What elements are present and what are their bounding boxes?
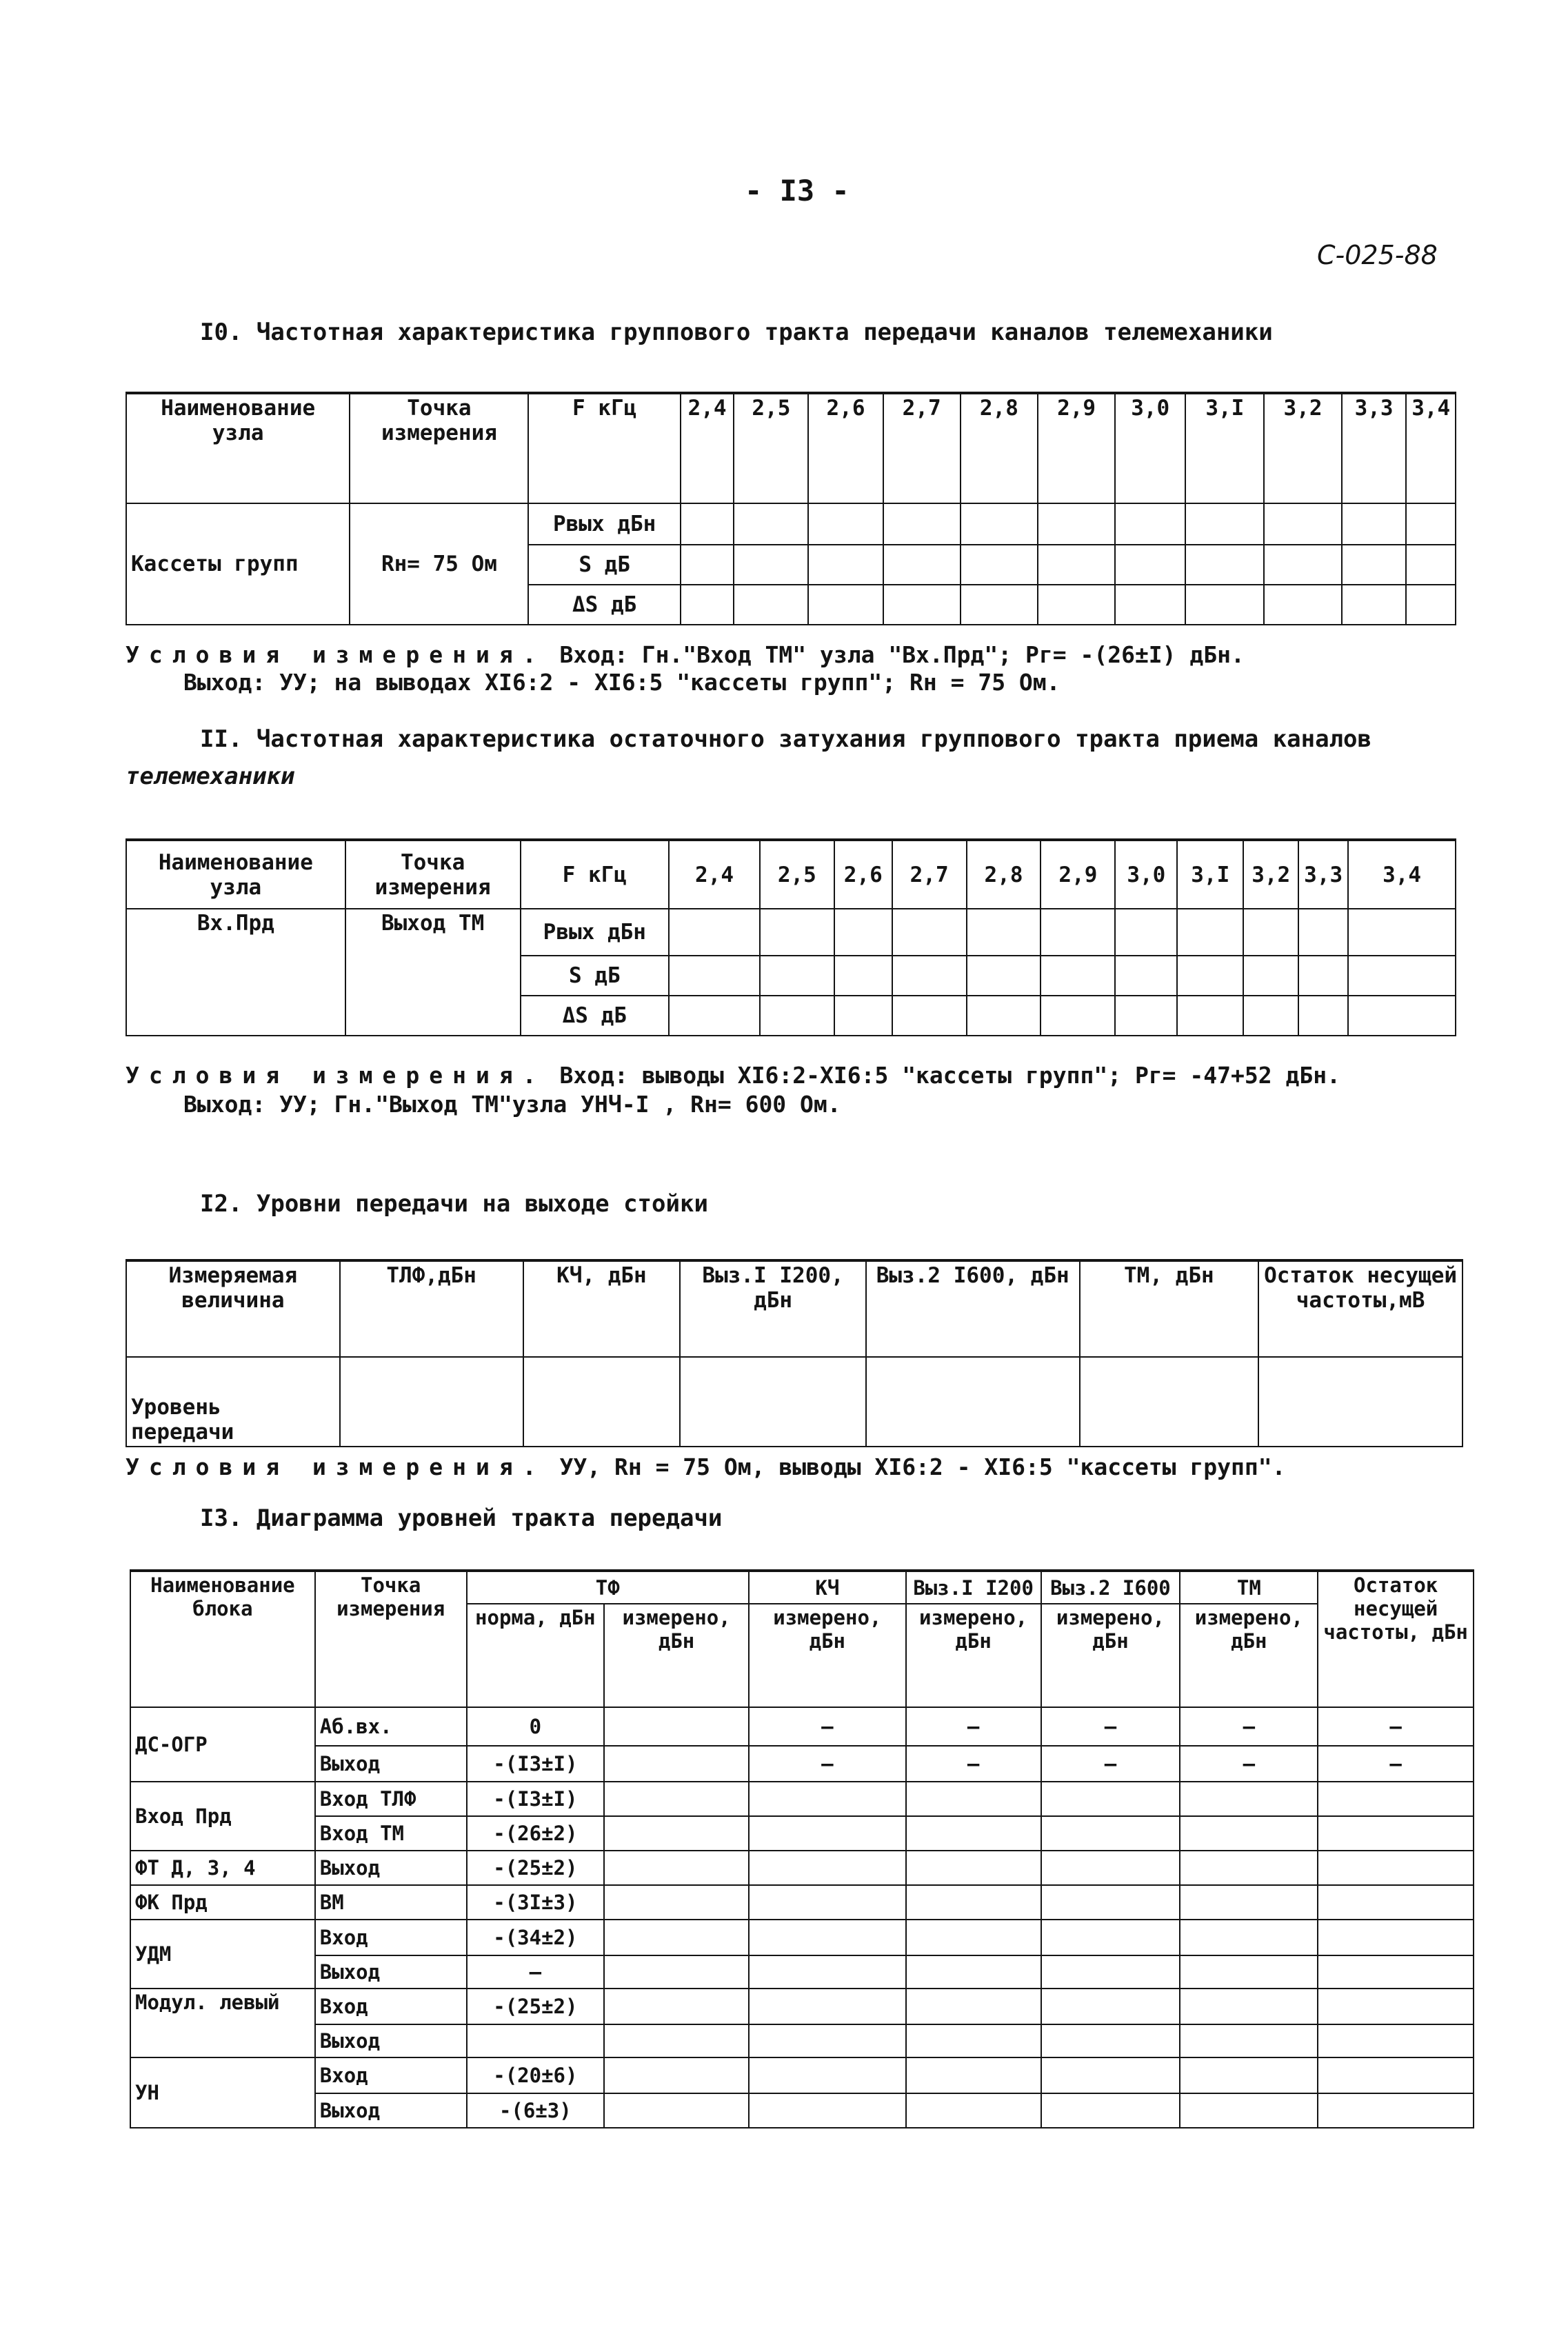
s12-header: ТМ, дБн <box>1080 1260 1259 1357</box>
s10-cond-label: Условия измерения. <box>125 641 546 668</box>
s13-point: Вход ТМ <box>315 1816 467 1851</box>
s13-norm: -(25±2) <box>467 1851 605 1885</box>
s10-freq: 2,7 <box>883 393 961 503</box>
s11-freq: 3,2 <box>1243 840 1298 909</box>
s13-point: Выход <box>315 2024 467 2057</box>
s13-header-tf-norm: норма, дБн <box>467 1604 605 1707</box>
s12-header: Выз.2 I600, дБн <box>866 1260 1080 1357</box>
s11-param: Pвых дБн <box>521 909 670 956</box>
s13-carrier: – <box>1318 1746 1474 1782</box>
s11-freq: 2,6 <box>834 840 892 909</box>
s13-header-block: Наименование блока <box>130 1571 315 1707</box>
s13-header-call1-meas: измерено, дБн <box>906 1604 1041 1707</box>
s10-freq: 3,2 <box>1264 393 1341 503</box>
s13-point: Выход <box>315 1955 467 1989</box>
s11-freq: 2,5 <box>760 840 834 909</box>
s11-header-freq: F кГц <box>521 840 670 909</box>
s12-cond-text: УУ, Rн = 75 Ом, выводы XI6:2 - XI6:5 "кассеты групп". <box>559 1453 1286 1480</box>
s12-cond-label: Условия измерения. <box>125 1453 546 1480</box>
s13-norm: -(I3±I) <box>467 1746 605 1782</box>
s13-block: УН <box>130 2057 315 2128</box>
s13-point: Выход <box>315 1851 467 1885</box>
s13-norm: -(I3±I) <box>467 1782 605 1816</box>
s12-header: ТЛФ,дБн <box>340 1260 523 1357</box>
s10-header-point: Точка измерения <box>350 393 528 503</box>
s13-header-carrier: Остаток несущей частоты, дБн <box>1318 1571 1474 1707</box>
s10-conditions <box>125 641 1505 669</box>
section11-table <box>125 838 1456 1036</box>
s11-row-node: Вх.Прд <box>126 909 345 1036</box>
s10-freq: 2,4 <box>681 393 734 503</box>
s13-header-call2-meas: измерено, дБн <box>1041 1604 1180 1707</box>
s13-kch: – <box>749 1746 906 1782</box>
s10-freq: 3,4 <box>1406 393 1456 503</box>
s13-norm: -(6±3) <box>467 2093 605 2128</box>
s10-param: ΔS дБ <box>528 585 680 625</box>
s10-header-node: Наименование узла <box>126 393 350 503</box>
s11-freq: 2,4 <box>669 840 760 909</box>
s10-freq: 3,I <box>1185 393 1264 503</box>
s13-header-tf-meas: измерено, дБн <box>604 1604 749 1707</box>
s11-cond-label: Условия измерения. <box>125 1062 546 1089</box>
s10-param: Pвых дБн <box>528 503 680 545</box>
s13-point: Выход <box>315 2093 467 2128</box>
s10-freq: 3,0 <box>1115 393 1185 503</box>
s13-norm: -(3I±3) <box>467 1885 605 1920</box>
s13-point: Аб.вх. <box>315 1707 467 1746</box>
page-number: - I3 - <box>745 174 850 208</box>
s11-freq: 2,8 <box>967 840 1041 909</box>
s12-header: Остаток несущей частоты,мВ <box>1258 1260 1463 1357</box>
s13-header-kch: КЧ <box>749 1571 906 1604</box>
s10-header-freq: F кГц <box>528 393 680 503</box>
section12-title: I2. Уровни передачи на выходе стойки <box>200 1190 708 1218</box>
s11-freq: 3,0 <box>1115 840 1177 909</box>
s10-freq: 2,6 <box>808 393 883 503</box>
s11-param: ΔS дБ <box>521 996 670 1036</box>
s13-header-tm: ТМ <box>1180 1571 1318 1604</box>
s13-norm: -(25±2) <box>467 1989 605 2024</box>
s13-norm: – <box>467 1955 605 1989</box>
section11-title-line2: телемеханики <box>125 763 295 790</box>
s11-freq: 3,I <box>1177 840 1243 909</box>
s11-freq: 2,7 <box>892 840 967 909</box>
section13-title: I3. Диаграмма уровней тракта передачи <box>200 1504 723 1532</box>
s13-header-tm-meas: измерено, дБн <box>1180 1604 1318 1707</box>
s10-freq: 2,5 <box>734 393 808 503</box>
s13-point: Вход <box>315 1989 467 2024</box>
s10-param: S дБ <box>528 545 680 585</box>
s12-header: КЧ, дБн <box>523 1260 681 1357</box>
s13-norm: -(26±2) <box>467 1816 605 1851</box>
s10-freq: 3,3 <box>1342 393 1407 503</box>
s13-call1: – <box>906 1707 1041 1746</box>
s11-conditions <box>125 1062 1546 1089</box>
s13-call2: – <box>1041 1707 1180 1746</box>
section10-title: I0. Частотная характеристика группового тракта передачи каналов телемеханики <box>200 319 1273 346</box>
s12-row-label: Уровень передачи <box>126 1357 340 1447</box>
s13-point: Вход <box>315 2057 467 2093</box>
s13-tm: – <box>1180 1746 1318 1782</box>
s13-body <box>130 1707 1474 2128</box>
section13-table <box>130 1569 1474 2128</box>
s13-tm: – <box>1180 1707 1318 1746</box>
s10-cond-line2: Выход: УУ; на выводах XI6:2 - XI6:5 "кассеты групп"; Rн = 75 Ом. <box>183 669 1061 696</box>
s13-carrier: – <box>1318 1707 1474 1746</box>
section10-table <box>125 392 1456 625</box>
s13-header-kch-meas: измерено, дБн <box>749 1604 906 1707</box>
s13-block: ФК Прд <box>130 1885 315 1920</box>
s13-point: Вход ТЛФ <box>315 1782 467 1816</box>
s13-point: ВМ <box>315 1885 467 1920</box>
s13-point: Выход <box>315 1746 467 1782</box>
s13-norm: -(20±6) <box>467 2057 605 2093</box>
s11-param: S дБ <box>521 956 670 996</box>
s11-freq: 3,3 <box>1298 840 1348 909</box>
s13-header-call2: Выз.2 I600 <box>1041 1571 1180 1604</box>
s13-norm <box>467 2024 605 2057</box>
section11-title-line1: II. Частотная характеристика остаточного затухания группового тракта приема каналов <box>200 725 1371 753</box>
s11-freq: 3,4 <box>1348 840 1456 909</box>
s13-point: Вход <box>315 1920 467 1955</box>
s12-header: Выз.I I200, дБн <box>680 1260 866 1357</box>
s10-freq: 2,8 <box>961 393 1038 503</box>
s11-cond-line2: Выход: УУ; Гн."Выход ТМ"узла УНЧ-I , Rн= 600 Ом. <box>183 1091 841 1118</box>
document-id: С-025-88 <box>1317 240 1438 270</box>
s11-freq: 2,9 <box>1041 840 1115 909</box>
s11-header-node: Наименование узла <box>126 840 345 909</box>
s13-call2: – <box>1041 1746 1180 1782</box>
s13-kch: – <box>749 1707 906 1746</box>
s11-row-point: Выход ТМ <box>345 909 521 1036</box>
s13-header-tf: ТФ <box>467 1571 749 1604</box>
s12-conditions <box>125 1453 1546 1481</box>
section12-table <box>125 1259 1463 1447</box>
s10-row-point: Rн= 75 Ом <box>350 503 528 625</box>
s13-call1: – <box>906 1746 1041 1782</box>
s13-block: УДМ <box>130 1920 315 1989</box>
s13-norm: -(34±2) <box>467 1920 605 1955</box>
s13-header-call1: Выз.I I200 <box>906 1571 1041 1604</box>
s11-header-point: Точка измерения <box>345 840 521 909</box>
s13-block: Вход Прд <box>130 1782 315 1851</box>
s12-header: Измеряемая величина <box>126 1260 340 1357</box>
s13-block: ФТ Д, З, 4 <box>130 1851 315 1885</box>
s10-freq: 2,9 <box>1038 393 1115 503</box>
s10-cond-line1: Вход: Гн."Вход ТМ" узла "Вх.Прд"; Pг= -(26±I) дБн. <box>559 641 1245 668</box>
s11-cond-line1: Вход: выводы XI6:2-XI6:5 "кассеты групп"; Pг= -47+52 дБн. <box>559 1062 1340 1089</box>
s13-block: Модул. левый <box>130 1989 315 2057</box>
s13-block: ДС-ОГР <box>130 1707 315 1782</box>
s10-row-node: Кассеты групп <box>126 503 350 625</box>
s13-header-point: Точка измерения <box>315 1571 467 1707</box>
s13-norm: 0 <box>467 1707 605 1746</box>
